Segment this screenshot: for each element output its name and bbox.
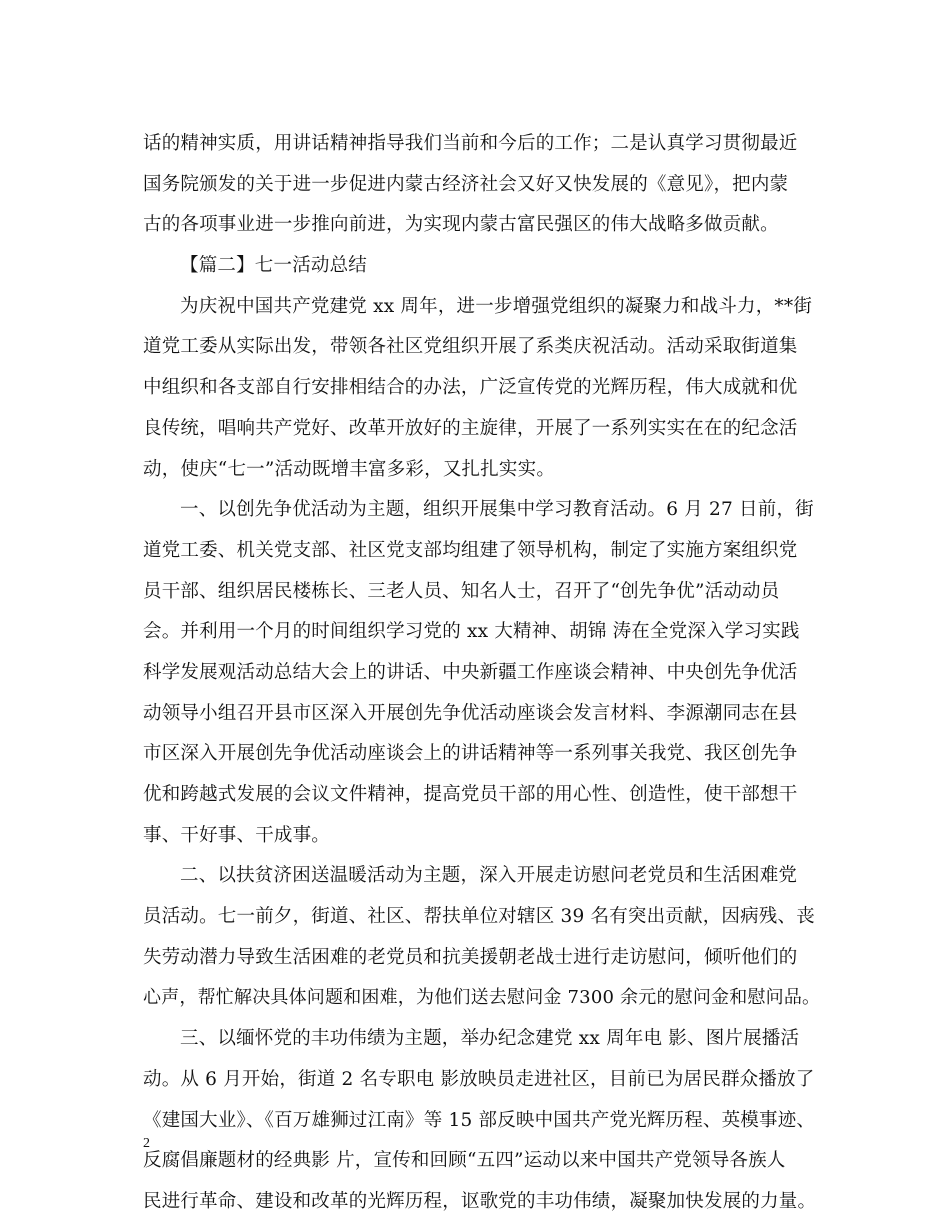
text-line: 良传统，唱响共产党好、改革开放好的主旋律，开展了一系列实实在在的纪念活 — [143, 417, 798, 439]
text-line: 话的精神实质，用讲话精神指导我们当前和今后的工作；二是认真学习贯彻最近 — [143, 133, 798, 154]
text-line: 【篇二】七一活动总结 — [180, 255, 368, 277]
text-line: 员活动。七一前夕，街道、社区、帮扶单位对辖区 39 名有突出贡献，因病残、丧 — [143, 906, 815, 928]
text-line: 事、干好事、干成事。 — [143, 824, 331, 846]
document-body — [143, 124, 823, 1223]
text-line: 一、以创先争优活动为主题，组织开展集中学习教育活动。6 月 27 日前，街 — [180, 499, 814, 521]
text-line: 二、以扶贫济困送温暖活动为主题，深入开展走访慰问老党员和生活困难党 — [180, 865, 798, 887]
text-line: 道党工委从实际出发，带领各社区党组织开展了系类庆祝活动。活动采取街道集 — [143, 336, 798, 358]
text-line: 中组织和各支部自行安排相结合的办法，广泛宣传党的光辉历程，伟大成就和优 — [143, 377, 798, 399]
text-line: 优和跨越式发展的会议文件精神，提高党员干部的用心性、创造性，使干部想干 — [143, 784, 798, 805]
text-line: 国务院颁发的关于进一步促进内蒙古经济社会又好又快发展的《意见》，把内蒙 — [143, 173, 789, 195]
text-line: 《建国大业》、《百万雄狮过江南》等 15 部反映中国共产党光辉历程、英模事迹、 — [143, 1109, 816, 1131]
text-line: 市区深入开展创先争优活动座谈会上的讲话精神等一系列事关我党、我区创先争 — [143, 743, 798, 765]
text-line: 员干部、组织居民楼栋长、三老人员、知名人士，召开了“创先争优”活动动员 — [143, 580, 780, 602]
text-line: 反腐倡廉题材的经典影 片，宣传和回顾“五四”运动以来中国共产党领导各族人 — [143, 1150, 786, 1172]
text-line: 动。从 6 月开始，街道 2 名专职电 影放映员走进社区，目前已为居民群众播放了 — [143, 1068, 815, 1090]
page-number: 2 — [143, 1136, 150, 1151]
text-line: 动领导小组召开县市区深入开展创先争优活动座谈会发言材料、李源潮同志在县 — [143, 702, 798, 724]
text-line: 古的各项事业进一步推向前进，为实现内蒙古富民强区的伟大战略多做贡献。 — [143, 214, 779, 236]
text-line: 民进行革命、建设和改革的光辉历程，讴歌党的丰功伟绩，凝聚加快发展的力量。 — [143, 1190, 817, 1212]
text-line: 三、以缅怀党的丰功伟绩为主题，举办纪念建党 xx 周年电 影、图片展播活 — [180, 1028, 800, 1050]
text-line: 科学发展观活动总结大会上的讲话、中央新疆工作座谈会精神、中央创先争优活 — [143, 661, 798, 683]
text-line: 会。并利用一个月的时间组织学习党的 xx 大精神、胡锦 涛在全党深入学习实践 — [143, 621, 800, 643]
text-line: 道党工委、机关党支部、社区党支部均组建了领导机构，制定了实施方案组织党 — [143, 539, 798, 561]
text-line: 心声，帮忙解决具体问题和困难，为他们送去慰问金 7300 余元的慰问金和慰问品。 — [143, 987, 821, 1009]
text-line: 为庆祝中国共产党建党 xx 周年，进一步增强党组织的凝聚力和战斗力，**街 — [180, 295, 813, 317]
text-line: 动，使庆“七一”活动既增丰富多彩，又扎扎实实。 — [143, 458, 556, 480]
text-line: 失劳动潜力导致生活困难的老党员和抗美援朝老战士进行走访慰问，倾听他们的 — [143, 946, 798, 968]
